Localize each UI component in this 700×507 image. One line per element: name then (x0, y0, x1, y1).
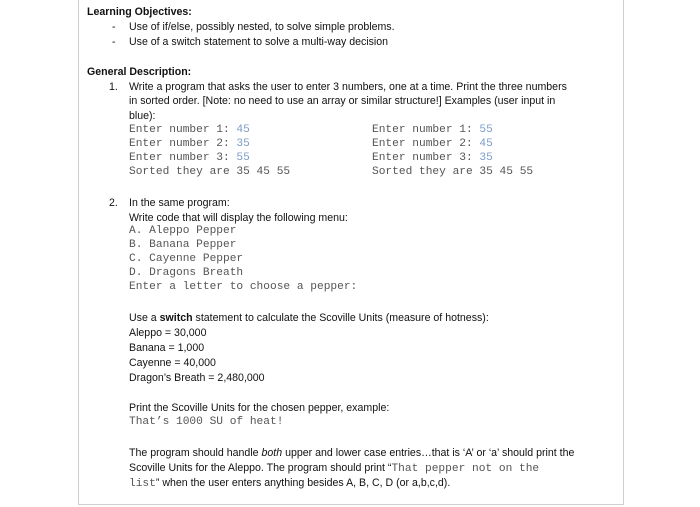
user-input: 45 (236, 124, 250, 136)
objective-item: Use of a switch statement to solve a multi-way decision (129, 36, 389, 48)
menu-line: D. Dragons Breath (129, 267, 244, 279)
scoville-value: Dragon’s Breath = 2,480,000 (129, 372, 265, 384)
scoville-value: Cayenne = 40,000 (129, 357, 216, 369)
switch-instruction (129, 312, 489, 325)
user-input: 35 (479, 152, 493, 164)
item2-intro: In the same program: (129, 197, 230, 209)
item1-text: Write a program that asks the user to enter 3 numbers, one at a time. Print the three numbers (129, 81, 567, 93)
text: The program should handle (129, 447, 262, 459)
text: statement to calculate the Scoville Units (measure of hotness): (192, 312, 489, 324)
user-input: 55 (236, 152, 250, 164)
bullet-dash: - (112, 21, 116, 33)
item1-text: blue): (129, 110, 156, 122)
code-text: list (129, 478, 156, 490)
menu-line: C. Cayenne Pepper (129, 253, 244, 265)
text: Scoville Units for the Aleppo. The program should print “ (129, 462, 392, 474)
case-requirement (129, 447, 574, 460)
item1-text: in sorted order. [Note: no need to use an array or similar structure!] Examples (user input in (129, 95, 556, 107)
prompt: Enter number 2: (129, 138, 237, 150)
prompt: Enter number 1: (372, 124, 480, 136)
text: Use a (129, 312, 160, 324)
general-description-heading: General Description: (87, 66, 192, 78)
menu-intro: Write code that will display the following menu: (129, 212, 348, 224)
print-intro: Print the Scoville Units for the chosen pepper, example: (129, 402, 390, 414)
example-line (372, 124, 493, 137)
text: upper and lower case entries…that is ‘A’ or ‘a’ should print the (282, 447, 575, 459)
case-requirement (129, 462, 539, 476)
scoville-value: Banana = 1,000 (129, 342, 205, 354)
menu-line: B. Banana Pepper (129, 239, 237, 251)
bullet-dash: - (112, 36, 116, 48)
scoville-value: Aleppo = 30,000 (129, 327, 207, 339)
menu-line: A. Aleppo Pepper (129, 225, 237, 237)
objective-item: Use of if/else, possibly nested, to solve simple problems. (129, 21, 395, 33)
example-line (129, 124, 250, 137)
learning-objectives-heading: Learning Objectives: (87, 6, 192, 18)
item-number: 1. (109, 81, 118, 93)
example-result: Sorted they are 35 45 55 (129, 166, 291, 178)
example-line (372, 138, 493, 151)
prompt: Enter number 3: (129, 152, 237, 164)
user-input: 45 (479, 138, 493, 150)
example-line (129, 138, 250, 151)
menu-prompt: Enter a letter to choose a pepper: (129, 281, 358, 293)
user-input: 35 (236, 138, 250, 150)
switch-keyword: switch (159, 312, 193, 324)
prompt: Enter number 3: (372, 152, 480, 164)
emphasis: both (261, 447, 283, 459)
text: ” when the user enters anything besides A, B, C, D (or a,b,c,d). (155, 477, 451, 489)
example-line (372, 152, 493, 165)
code-text: That pepper not on the (391, 463, 540, 475)
example-result: Sorted they are 35 45 55 (372, 166, 534, 178)
prompt: Enter number 2: (372, 138, 480, 150)
example-line (129, 152, 250, 165)
case-requirement (129, 477, 450, 491)
prompt: Enter number 1: (129, 124, 237, 136)
user-input: 55 (479, 124, 493, 136)
print-example: That’s 1000 SU of heat! (129, 416, 284, 428)
item-number: 2. (109, 197, 118, 209)
